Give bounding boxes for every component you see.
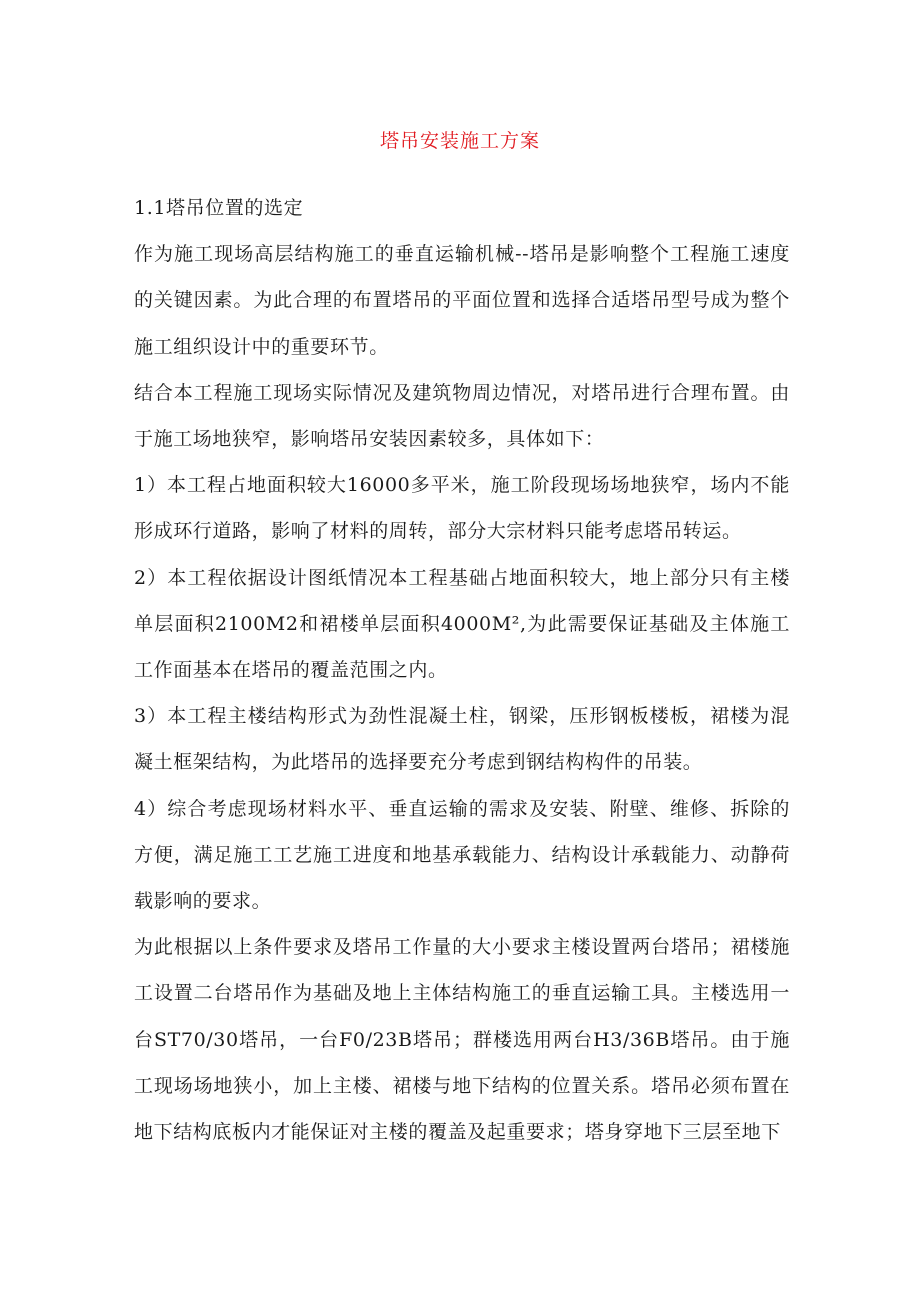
paragraph-item-4: 4）综合考虑现场材料水平、垂直运输的需求及安装、附壁、维修、拆除的方便，满足施工工艺施工进度和地基承载能力、结构设计承载能力、动静荷载影响的要求。 xyxy=(134,797,790,913)
paragraph-item-1: 1）本工程占地面积较大16000多平米，施工阶段现场场地狭窄，场内不能形成环行道路，影响了材料的周转，部分大宗材料只能考虑塔吊转运。 xyxy=(134,474,790,543)
paragraph-item-2: 2）本工程依据设计图纸情况本工程基础占地面积较大，地上部分只有主楼单层面积2100M2和裙楼单层面积4000M²,为此需要保证基础及主体施工工作面基本在塔吊的覆盖范围之内。 xyxy=(134,566,790,682)
paragraph-item-3: 3）本工程主楼结构形式为劲性混凝土柱，钢梁，压形钢板楼板，裙楼为混凝土框架结构，为此塔吊的选择要充分考虑到钢结构构件的吊装。 xyxy=(134,705,790,774)
paragraph-context: 结合本工程施工现场实际情况及建筑物周边情况，对塔吊进行合理布置。由于施工场地狭窄，影响塔吊安装因素较多，具体如下： xyxy=(134,381,790,451)
paragraph-intro: 作为施工现场高层结构施工的垂直运输机械--塔吊是影响整个工程施工速度的关键因素。为此合理的布置塔吊的平面位置和选择合适塔吊型号成为整个施工组织设计中的重要环节。 xyxy=(134,243,790,358)
section-heading: 1.1塔吊位置的选定 xyxy=(134,197,304,219)
document-title: 塔吊安装施工方案 xyxy=(379,130,540,152)
paragraph-conclusion: 为此根据以上条件要求及塔吊工作量的大小要求主楼设置两台塔吊；裙楼施工设置二台塔吊作为基础及地上主体结构施工的垂直运输工具。主楼选用一台ST70/30塔吊，一台F0/23B塔吊；群楼选用两台H3/36B塔吊。由于施工现场场地狭小，加上主楼、裙楼与地下结构的位置关系。塔吊必须布置在地下结构底板内才能保证对主楼的覆盖及起重要求；塔身穿地下三层至地下 xyxy=(134,936,790,1144)
document-body xyxy=(134,185,790,1155)
